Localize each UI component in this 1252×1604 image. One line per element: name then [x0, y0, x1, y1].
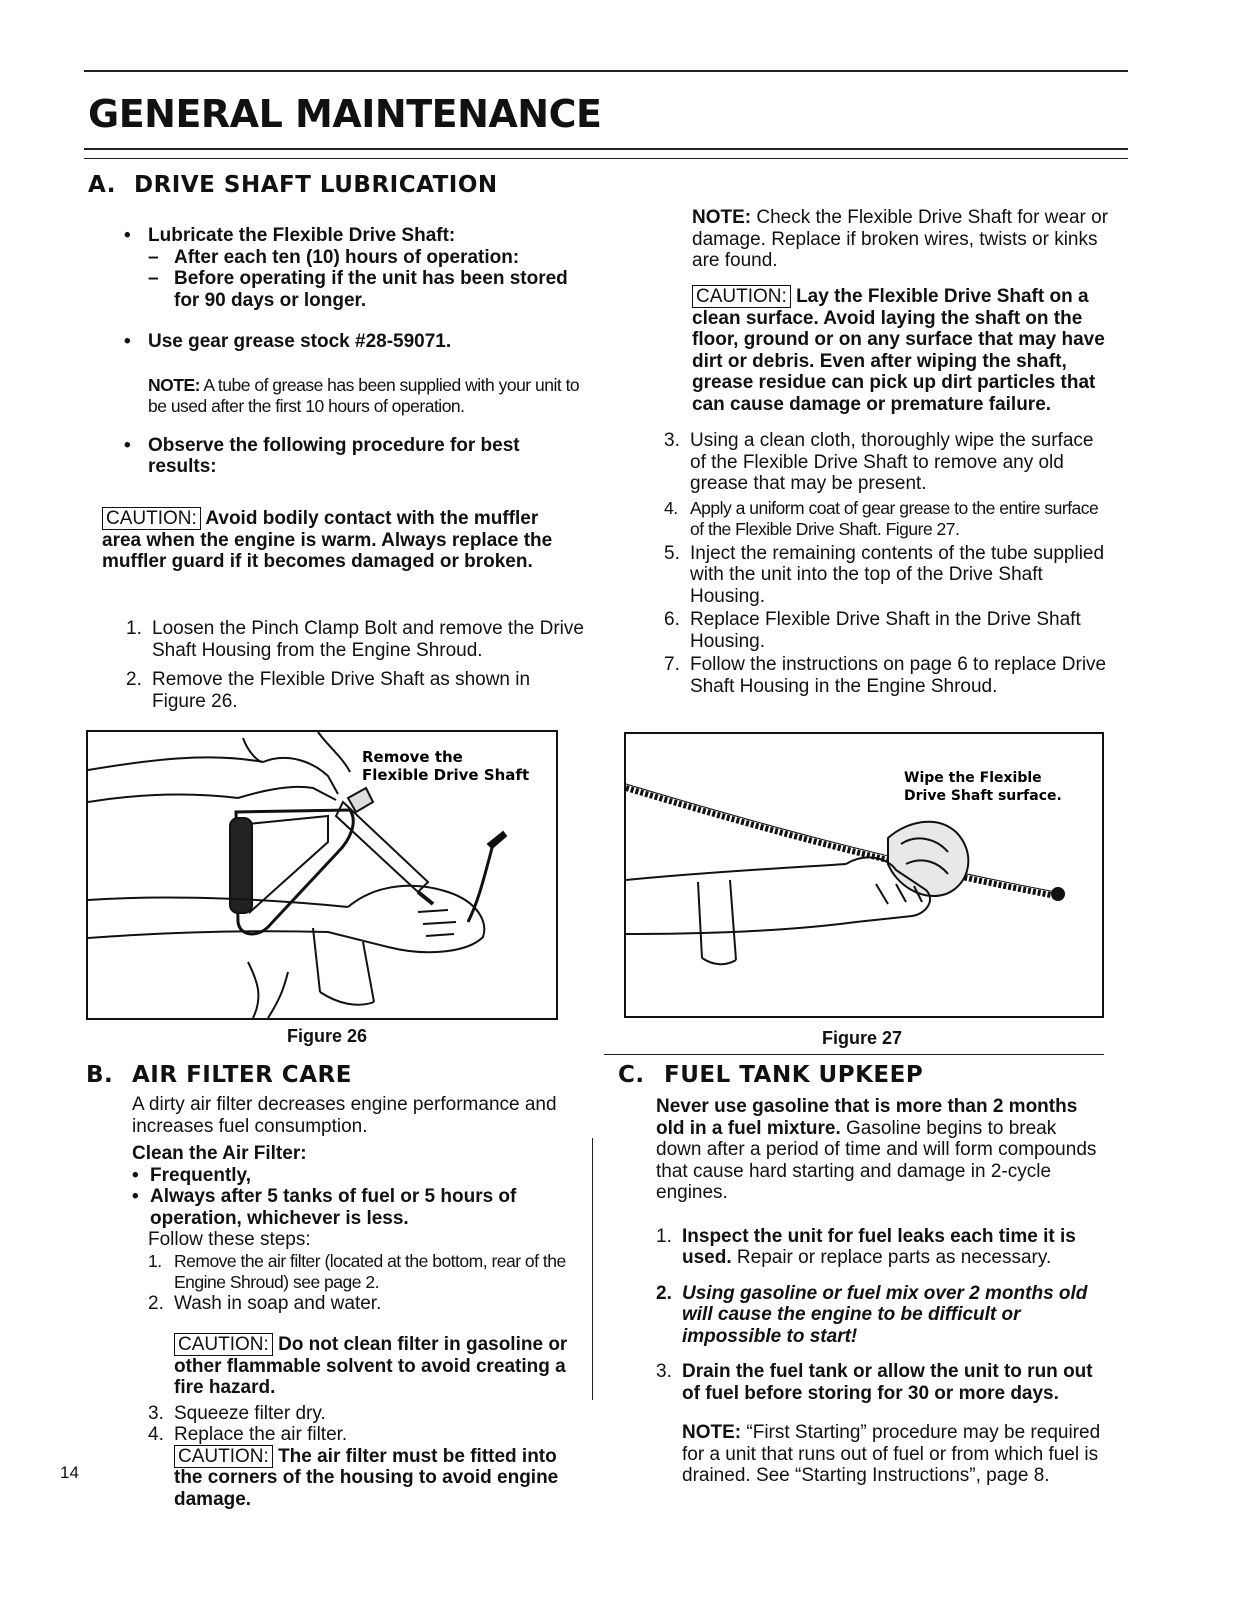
fuel-step-1: 1. Inspect the unit for fuel leaks each time it is used. Repair or replace parts as necessary.	[656, 1225, 1076, 1268]
figure-26-illustration	[86, 730, 558, 1020]
step-3-wipe-shaft: 3. Using a clean cloth, thoroughly wipe the surface of the Flexible Drive Shaft to remove any old grease that may be present.	[664, 430, 1094, 494]
note-check-shaft: NOTE: Check the Flexible Drive Shaft for wear or damage. Replace if broken wires, twists or kinks are found.	[692, 207, 1109, 271]
bullet-always-after: • Always after 5 tanks of fuel or 5 hours of operation, whichever is less.	[132, 1186, 584, 1229]
clean-air-filter-label: Clean the Air Filter:	[132, 1143, 307, 1164]
figure-26-label-line2: Flexible Drive Shaft	[362, 766, 530, 784]
remove-shaft-drawing	[88, 732, 556, 1018]
section-c-body	[656, 1096, 1106, 1487]
section-a-heading: A. DRIVE SHAFT LUBRICATION	[88, 172, 498, 198]
figure-27-label-line1: Wipe the Flexible	[904, 770, 1042, 786]
air-filter-intro: A dirty air filter decreases engine performance and increases fuel consumption.	[132, 1094, 557, 1137]
bullet-lubricate: • Lubricate the Flexible Drive Shaft:	[124, 225, 584, 247]
page-title: GENERAL MAINTENANCE	[88, 92, 602, 136]
dash-before-operating: – Before operating if the unit has been stored for 90 days or longer.	[148, 268, 584, 311]
caution-clean-surface: CAUTION: Lay the Flexible Drive Shaft on a clean surface. Avoid laying the shaft on the floor, ground or on any surface that may have dirt or debris. Even after wiping the shaft, grease residue can pick up dirt particles that can cause damage or premature failure.	[692, 286, 1105, 415]
fuel-note: NOTE: “First Starting” procedure may be required for a unit that runs out of fuel or from which fuel is drained. See “Starting Instructions”, page 8.	[682, 1422, 1101, 1486]
title-rule	[84, 148, 1128, 150]
section-a-steps-right	[664, 430, 1110, 697]
fuel-step-3: 3. Drain the fuel tank or allow the unit to run out of fuel before storing for 30 or more days.	[656, 1361, 1093, 1404]
section-c-heading: C. FUEL TANK UPKEEP	[618, 1062, 924, 1088]
fuel-intro: Never use gasoline that is more than 2 months old in a fuel mixture. Gasoline begins to break down after a period of time and will form compounds that cause hard starting and damage in 2-cycle engines.	[656, 1096, 1097, 1203]
air-step-4: 4. Replace the air filter.	[148, 1424, 348, 1445]
follow-steps: Follow these steps:	[148, 1229, 311, 1250]
bullet-frequently: • Frequently,	[132, 1165, 584, 1187]
step-7-follow-instructions: 7. Follow the instructions on page 6 to replace Drive Shaft Housing in the Engine Shroud.	[664, 654, 1107, 697]
step-1-loosen-clamp: 1. Loosen the Pinch Clamp Bolt and remove the Drive Shaft Housing from the Engine Shroud.	[126, 618, 584, 661]
note-grease-tube: NOTE: A tube of grease has been supplied with your unit to be used after the first 10 hours of operation.	[148, 374, 580, 416]
column-divider	[592, 1138, 593, 1400]
section-b-body	[132, 1094, 584, 1510]
step-5-inject-remaining: 5. Inject the remaining contents of the tube supplied with the unit into the top of the Drive Shaft Housing.	[664, 542, 1105, 607]
fuel-step-2: 2. Using gasoline or fuel mix over 2 months old will cause the engine to be difficult or impossible to start!	[656, 1282, 1088, 1347]
bullet-observe-procedure: • Observe the following procedure for best results:	[124, 435, 584, 478]
section-b-heading: B. AIR FILTER CARE	[86, 1062, 352, 1088]
caution-muffler: CAUTION: Avoid bodily contact with the muffler area when the engine is warm. Always replace the muffler guard if it becomes damaged or broken.	[102, 508, 553, 572]
caution-gasoline-cleaning: CAUTION: Do not clean filter in gasoline or other flammable solvent to avoid creating a fire hazard.	[174, 1334, 568, 1398]
figure-26-caption: Figure 26	[287, 1026, 368, 1046]
step-6-replace-shaft: 6. Replace Flexible Drive Shaft in the Drive Shaft Housing.	[664, 609, 1081, 652]
section-a-left-column	[124, 225, 584, 478]
figure-27-illustration	[624, 732, 1104, 1018]
figure-26-label-line1: Remove the	[362, 748, 463, 766]
air-step-1: 1. Remove the air filter (located at the bottom, rear of the Engine Shroud) see page 2.	[148, 1250, 566, 1292]
air-step-2: 2. Wash in soap and water.	[148, 1292, 382, 1314]
caution-filter-fit: CAUTION: The air filter must be fitted into the corners of the housing to avoid engine damage.	[174, 1445, 559, 1510]
air-step-3: 3. Squeeze filter dry.	[148, 1402, 326, 1424]
section-a-steps-left	[126, 618, 584, 712]
figure-caption-rule	[604, 1054, 1104, 1055]
step-4-apply-grease: 4. Apply a uniform coat of gear grease to the entire surface of the Flexible Drive Shaft. Figure 27.	[664, 497, 1099, 539]
page-number: 14	[60, 1463, 79, 1482]
figure-27-label-line2: Drive Shaft surface.	[904, 788, 1062, 804]
bullet-gear-grease: • Use gear grease stock #28-59071.	[124, 331, 584, 353]
step-2-remove-shaft: 2. Remove the Flexible Drive Shaft as shown in Figure 26.	[126, 669, 531, 712]
title-rule-thin	[84, 158, 1128, 159]
top-rule	[84, 70, 1128, 72]
wipe-shaft-drawing	[626, 734, 1102, 1016]
figure-27-caption: Figure 27	[822, 1028, 903, 1048]
dash-after-ten-hours: – After each ten (10) hours of operation:	[148, 247, 584, 269]
